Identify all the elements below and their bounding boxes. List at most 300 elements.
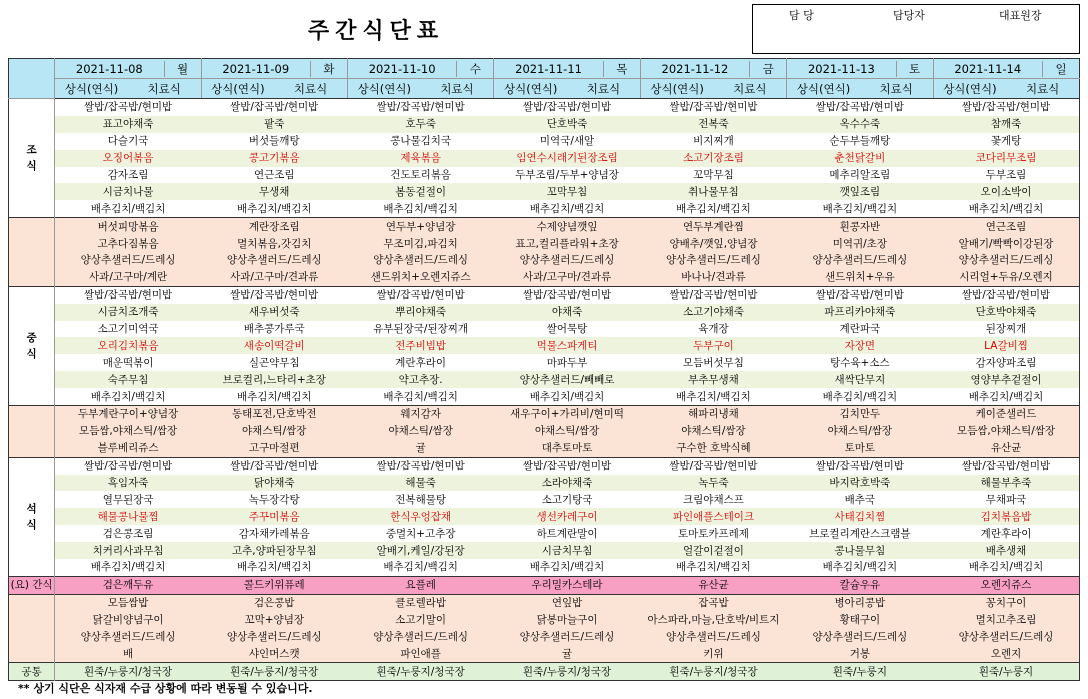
menu-item: 봄동겉절이 — [347, 183, 493, 200]
menu-item: 해물부추죽 — [933, 475, 1079, 492]
menu-item: 쌀밥/잡곡밥/현미밥 — [640, 286, 786, 303]
menu-item: 배 — [55, 646, 201, 663]
menu-item: 열무된장국 — [102, 493, 154, 506]
menu-item: 쌀밥/잡곡밥/현미밥 — [640, 457, 786, 474]
menu-item: 감자조림 — [107, 169, 149, 181]
menu-item: 흑임자죽 — [55, 475, 201, 492]
menu-item: 자장면 — [787, 337, 933, 354]
menu-item: 배추김치/백김치 — [676, 202, 751, 215]
lunch-row — [9, 354, 1080, 371]
menu-item: 야채스틱/쌈장 — [347, 423, 493, 440]
menu-item: 미역귀/초장 — [787, 235, 933, 252]
menu-item: 잡곡밥 — [640, 594, 786, 611]
menu-item: 오렌지 — [933, 646, 1079, 663]
lunch-row — [9, 337, 1080, 354]
menu-item: 야채스틱/쌈장 — [494, 423, 640, 440]
menu-item: 새싹단무지 — [787, 371, 933, 388]
date-label: 2021-11-11 — [515, 61, 582, 76]
menu-item: 배추김치/백김치 — [383, 561, 458, 574]
breakfast-row — [9, 167, 1080, 184]
approval-col-3: 대표원장 — [999, 9, 1042, 22]
dinner-label — [9, 457, 55, 576]
menu-item: 쌀밥/잡곡밥/현미밥 — [787, 457, 933, 474]
menu-item: 무채파국 — [985, 493, 1027, 506]
diet-type-regular: 상식(연식) — [650, 81, 704, 96]
dinner-row — [9, 525, 1080, 542]
menu-item: 두부조림 — [985, 169, 1027, 181]
menu-item: 전복죽 — [640, 116, 786, 133]
approval-col-2: 담당자 — [893, 9, 925, 22]
menu-item: 토마토 — [787, 440, 933, 457]
dinner-row — [9, 475, 1080, 492]
menu-item: 샌드위치+우유 — [787, 269, 933, 286]
breakfast-row — [9, 150, 1080, 167]
menu-item: 소고기탕국 — [541, 493, 593, 506]
menu-item: 쌀밥/잡곡밥/현미밥 — [933, 286, 1079, 303]
menu-item: 춘천닭갈비 — [787, 150, 933, 167]
menu-item: 야채스틱/쌈장 — [201, 423, 347, 440]
menu-item: 쌀밥/잡곡밥/현미밥 — [55, 286, 201, 303]
menu-item: 배추김치/백김치 — [968, 561, 1044, 574]
menu-item: 감자채카레볶음 — [238, 527, 310, 540]
menu-item: 옥수수죽 — [787, 116, 933, 133]
diet-type-row — [9, 79, 1080, 99]
menu-item: 모듬쌈밥 — [55, 594, 201, 611]
menu-item: 실곤약무침 — [248, 356, 300, 369]
menu-item: 고추,양파된장무침 — [201, 542, 347, 559]
menu-item: 오리김치볶음 — [55, 337, 201, 354]
menu-item: 꽁치구이 — [933, 594, 1079, 611]
menu-item: 비지찌개 — [693, 135, 734, 148]
menu-item: 배추김치/백김치 — [822, 561, 898, 574]
menu-item: 토마토카프레제 — [677, 527, 749, 540]
menu-item: 양상추샐러드/드레싱 — [201, 252, 347, 269]
menu-item: 키위 — [640, 646, 786, 663]
menu-item: 약고추장. — [347, 371, 493, 388]
menu-item: 케이준샐러드 — [933, 406, 1079, 423]
menu-item: 생선카레구이 — [494, 508, 640, 525]
menu-item: 두부계란구이+양념장 — [55, 406, 201, 423]
menu-item: 소고기장조림 — [640, 150, 786, 167]
menu-item: 김치볶음밥 — [933, 508, 1079, 525]
menu-item: 양상추샐러드/드레싱 — [933, 252, 1079, 269]
menu-item: 배추김치/백김치 — [236, 390, 312, 403]
menu-item: 흰콩자반 — [787, 218, 933, 235]
menu-item: 배추김치/백김치 — [676, 561, 751, 574]
menu-item: 쌀밥/잡곡밥/현미밥 — [494, 457, 640, 474]
menu-item: 모듬쌈,야채스틱/쌈장 — [55, 423, 201, 440]
menu-item: 팥죽 — [201, 116, 347, 133]
late-snack-row — [9, 612, 1080, 629]
menu-item: 새우버섯죽 — [201, 304, 347, 321]
menu-item: 양상추샐러드/드레싱 — [787, 252, 933, 269]
menu-item: 코다리무조림 — [933, 150, 1079, 167]
menu-item: 연근조림 — [253, 169, 295, 181]
afternoon-snack-row — [9, 423, 1080, 440]
menu-item: 브로컬리계란스크램블 — [809, 527, 911, 540]
menu-item: 소라야채죽 — [494, 475, 640, 492]
diet-type-therapeutic: 치료식 — [293, 81, 328, 96]
menu-item: 유부된장국/된장찌개 — [373, 323, 469, 336]
menu-item: 거봉 — [787, 646, 933, 663]
menu-item: 쌀밥/잡곡밥/현미밥 — [787, 99, 933, 116]
menu-item: 해물콩나물찜 — [55, 508, 201, 525]
menu-item: 치커리사과무침 — [55, 542, 201, 559]
menu-item: 시리얼+두유/오렌지 — [933, 269, 1079, 286]
weekday-label: 토 — [896, 61, 933, 77]
menu-item: 배추김치/백김치 — [90, 202, 166, 215]
menu-item: 얼갈이겉절이 — [640, 542, 786, 559]
breakfast-row — [9, 116, 1080, 133]
dinner-row — [9, 542, 1080, 559]
menu-item: 배추콩가루국 — [243, 323, 305, 336]
morning-snack-row — [9, 218, 1080, 235]
menu-item: 먹물스파게티 — [494, 337, 640, 354]
menu-item: 동태포전,단호박전 — [201, 406, 347, 423]
menu-item: 표고야채죽 — [55, 116, 201, 133]
diet-type-cell — [201, 79, 347, 99]
weekday-label: 금 — [749, 61, 786, 77]
menu-item: 배추김치/백김치 — [90, 390, 166, 403]
menu-item: 오징어볶음 — [55, 150, 201, 167]
menu-item: 쌀밥/잡곡밥/현미밥 — [347, 99, 493, 116]
menu-item: 양배추/깻잎,양념장 — [640, 235, 786, 252]
menu-item: 유산균 — [640, 576, 786, 594]
day-header — [494, 59, 640, 79]
diet-type-therapeutic: 치료식 — [879, 81, 913, 96]
menu-item: 단호박야채죽 — [933, 304, 1079, 321]
menu-item: 귤 — [494, 646, 640, 663]
diet-type-therapeutic: 치료식 — [586, 81, 621, 96]
menu-item: 탕수육+소스 — [830, 356, 890, 369]
day-header — [201, 59, 347, 79]
morning-snack-row — [9, 235, 1080, 252]
breakfast-label — [9, 99, 55, 218]
morning-snack-row — [9, 269, 1080, 286]
diet-type-regular: 상식(연식) — [796, 81, 851, 96]
menu-item: 배추생채 — [933, 542, 1079, 559]
menu-item: 칼슘우유 — [787, 576, 933, 594]
menu-item: 두부조림/두부+양념장 — [515, 169, 619, 181]
afternoon-snack-row — [9, 406, 1080, 423]
breakfast-row — [9, 200, 1080, 217]
weekday-label: 화 — [310, 61, 347, 77]
common-label: 공통 — [9, 663, 55, 681]
menu-item: 양상추샐러드/드레싱 — [494, 252, 640, 269]
menu-item: 흰죽/누룽지/청국장 — [201, 663, 347, 681]
menu-item: 배추김치/백김치 — [383, 202, 458, 215]
late-snack-row — [9, 629, 1080, 646]
menu-item: 쌀어묵탕 — [546, 323, 588, 336]
menu-item: 한식우엉잡채 — [347, 508, 493, 525]
menu-item: 구수한 호박식혜 — [640, 440, 786, 457]
menu-item: 꼬막무침 — [494, 183, 640, 200]
menu-item: 계란장조림 — [201, 218, 347, 235]
menu-item: 연두부+양념장 — [347, 218, 493, 235]
diet-type-cell — [933, 79, 1079, 99]
menu-item: 쌀밥/잡곡밥/현미밥 — [201, 457, 347, 474]
menu-item: 쌀밥/잡곡밥/현미밥 — [494, 286, 640, 303]
diet-type-regular: 상식(연식) — [943, 81, 997, 96]
menu-item: 쌀밥/잡곡밥/현미밥 — [494, 99, 640, 116]
approval-box — [752, 4, 1080, 54]
menu-item: 연두부계란찜 — [640, 218, 786, 235]
menu-item: 중멸치+고추장 — [385, 527, 456, 540]
menu-item: 미역국/새알 — [539, 135, 595, 148]
menu-item: 배추김치/백김치 — [529, 561, 605, 574]
menu-item: 사과/고구마/견과류 — [494, 269, 640, 286]
menu-item: 소고기야채죽 — [640, 304, 786, 321]
date-label: 2021-11-13 — [807, 61, 875, 76]
menu-item: 블루베리쥬스 — [55, 440, 201, 457]
menu-item: 배추김치/백김치 — [822, 390, 898, 403]
date-label: 2021-11-08 — [75, 61, 143, 76]
menu-item: 양상추샐러드/드레싱 — [787, 629, 933, 646]
night-snack-row — [9, 576, 1080, 594]
menu-item: 배추김치/백김치 — [676, 390, 751, 403]
menu-item: 배추김치/백김치 — [383, 390, 458, 403]
menu-item: 배추국 — [844, 493, 876, 506]
diet-type-cell — [787, 79, 933, 99]
menu-item: 야채스틱/쌈장 — [640, 423, 786, 440]
menu-item: 모듬쌈,야채스틱/쌈장 — [933, 423, 1079, 440]
date-label: 2021-11-10 — [368, 61, 436, 76]
dinner-row — [9, 559, 1080, 576]
menu-item: 귤 — [347, 440, 493, 457]
menu-item: 고추다짐볶음 — [55, 235, 201, 252]
menu-item: 쌀밥/잡곡밥/현미밥 — [201, 286, 347, 303]
diet-type-cell — [494, 79, 640, 99]
lunch-row — [9, 371, 1080, 388]
menu-item: 마파두부 — [546, 356, 588, 369]
date-label: 2021-11-12 — [661, 61, 729, 76]
weekday-label: 수 — [456, 61, 493, 77]
menu-item: 우리밀카스테라 — [494, 576, 640, 594]
menu-item: 수제양념깻잎 — [494, 218, 640, 235]
diet-type-therapeutic: 치료식 — [733, 81, 767, 96]
day-header — [933, 59, 1079, 79]
menu-item: 전복해물탕 — [395, 493, 446, 506]
menu-item: 배추김치/백김치 — [90, 561, 166, 574]
menu-item: 김치만두 — [787, 406, 933, 423]
menu-item: 흰죽/누룽지 — [787, 663, 933, 681]
menu-item: 육개장 — [698, 323, 729, 336]
morning-snack-label — [9, 218, 55, 287]
menu-item: 사태김치찜 — [787, 508, 933, 525]
menu-item: 양상추샐러드/드레싱 — [494, 629, 640, 646]
late-snack-label — [9, 594, 55, 663]
menu-item: 양상추샐러드/드레싱 — [347, 629, 493, 646]
menu-item: 취나물무침 — [640, 183, 786, 200]
menu-item: 해파리냉채 — [640, 406, 786, 423]
diet-type-regular: 상식(연식) — [64, 81, 119, 96]
menu-item: 영양부추겉절이 — [933, 371, 1079, 388]
weekday-label: 목 — [603, 61, 640, 77]
menu-item: 흰죽/누룽지/청국장 — [494, 663, 640, 681]
menu-item: 참깨죽 — [933, 116, 1079, 133]
menu-item: 배추김치/백김치 — [529, 390, 605, 403]
menu-item: 쌀밥/잡곡밥/현미밥 — [787, 286, 933, 303]
menu-item: 연근조림 — [933, 218, 1079, 235]
menu-item: 멸치볶음,갓김치 — [201, 235, 347, 252]
menu-item: 콩나물무침 — [787, 542, 933, 559]
menu-item: 병아리콩밥 — [787, 594, 933, 611]
day-header — [55, 59, 201, 79]
menu-item: 꼬막무침 — [693, 169, 734, 181]
menu-item: 검은깨두유 — [55, 576, 201, 594]
menu-item: 제육볶음 — [347, 150, 493, 167]
lunch-row — [9, 304, 1080, 321]
diet-type-regular: 상식(연식) — [211, 81, 265, 96]
menu-item: 쌀밥/잡곡밥/현미밥 — [55, 99, 201, 116]
menu-item: 쌀밥/잡곡밥/현미밥 — [347, 286, 493, 303]
menu-item: 클로렐라밥 — [347, 594, 493, 611]
weekday-label: 월 — [164, 61, 201, 77]
menu-item: 배추김치/백김치 — [236, 202, 312, 215]
menu-item: 아스파라,마늘,단호박/비트지 — [640, 612, 786, 629]
footnote: ** 상기 식단은 식자재 수급 상황에 따라 변동될 수 있습니다. — [18, 682, 313, 695]
menu-item: 단호박죽 — [494, 116, 640, 133]
menu-item: 야채죽 — [494, 304, 640, 321]
page-title: 주간식단표 — [307, 17, 445, 44]
menu-item: 알배기,케일/강된장 — [347, 542, 493, 559]
lunch-label-text: 중 식 — [26, 331, 37, 360]
menu-item: LA갈비찜 — [933, 337, 1079, 354]
menu-item: 배추김치/백김치 — [968, 202, 1044, 215]
menu-item: 흰죽/누룽지/청국장 — [640, 663, 786, 681]
menu-item: 쌀밥/잡곡밥/현미밥 — [640, 99, 786, 116]
menu-item: 흰죽/누룽지 — [933, 663, 1079, 681]
menu-item: 양상추샐러드/드레싱 — [201, 629, 347, 646]
menu-item: 흰죽/누룽지/청국장 — [347, 663, 493, 681]
menu-item: 요플레 — [347, 576, 493, 594]
menu-item: 닭갈비양념구이 — [55, 612, 201, 629]
menu-item: 소고기말이 — [347, 612, 493, 629]
menu-item: 쌀밥/잡곡밥/현미밥 — [55, 457, 201, 474]
menu-item: 무생채 — [201, 183, 347, 200]
dinner-label-text: 석 식 — [26, 502, 37, 531]
diet-type-regular: 상식(연식) — [357, 81, 411, 96]
diet-type-cell — [347, 79, 493, 99]
menu-item: 샌드위치+오렌지쥬스 — [347, 269, 493, 286]
breakfast-row — [9, 133, 1080, 150]
menu-item: 양상추샐러드/드레싱 — [347, 252, 493, 269]
menu-item: 배추김치/백김치 — [822, 202, 898, 215]
menu-item: 양상추샐러드/드레싱 — [933, 629, 1079, 646]
menu-item: 쌀밥/잡곡밥/현미밥 — [933, 457, 1079, 474]
common-row — [9, 663, 1080, 681]
menu-item: 계란파국 — [839, 323, 881, 336]
menu-item: 오렌지쥬스 — [933, 576, 1079, 594]
menu-item: 파인애플스테이크 — [640, 508, 786, 525]
menu-item: 감자양파조림 — [975, 356, 1037, 369]
menu-item: 소고기미역국 — [97, 323, 159, 336]
afternoon-snack-row — [9, 440, 1080, 457]
menu-item: 하트계란말이 — [536, 527, 598, 540]
menu-item: 샤인머스캣 — [201, 646, 347, 663]
date-header-row — [9, 59, 1080, 79]
menu-item: 배추김치/백김치 — [236, 561, 312, 574]
menu-item: 모듬버섯무침 — [683, 356, 744, 369]
day-header — [787, 59, 933, 79]
diet-type-cell — [55, 79, 201, 99]
menu-item: 오이소박이 — [933, 183, 1079, 200]
day-header — [347, 59, 493, 79]
menu-item: 바나나/견과류 — [640, 269, 786, 286]
menu-item: 시금치나물 — [55, 183, 201, 200]
menu-item: 시금치조개죽 — [55, 304, 201, 321]
late-snack-row — [9, 646, 1080, 663]
menu-item: 닭봉마늘구이 — [494, 612, 640, 629]
menu-item: 다슬기국 — [107, 135, 149, 148]
menu-item: 계란후라이 — [980, 527, 1032, 540]
menu-item: 유산균 — [933, 440, 1079, 457]
menu-item: 콜드키위퓨레 — [201, 576, 347, 594]
menu-item: 배추김치/백김치 — [529, 202, 605, 215]
menu-item: 메추리알조림 — [829, 169, 891, 181]
weekly-menu-table — [8, 58, 1080, 681]
menu-item: 호두죽 — [347, 116, 493, 133]
late-snack-row — [9, 594, 1080, 611]
menu-item: 부추무생채 — [640, 371, 786, 388]
menu-item: 사과/고구마/견과류 — [201, 269, 347, 286]
menu-item: 쌀밥/잡곡밥/현미밥 — [933, 99, 1079, 116]
menu-item: 닭야채죽 — [201, 475, 347, 492]
diet-type-therapeutic: 치료식 — [147, 81, 181, 96]
menu-item: 웨지감자 — [347, 406, 493, 423]
menu-item: 검은콩밥 — [201, 594, 347, 611]
menu-item: 두부구이 — [640, 337, 786, 354]
dinner-row — [9, 457, 1080, 474]
menu-item: 새송이떡갈비 — [201, 337, 347, 354]
lunch-row — [9, 286, 1080, 303]
menu-item: 버섯들깨탕 — [248, 135, 300, 148]
lunch-label — [9, 286, 55, 405]
diet-type-cell — [640, 79, 786, 99]
date-label: 2021-11-09 — [222, 61, 290, 76]
menu-item: 파인애플 — [347, 646, 493, 663]
menu-item: 매운떡볶이 — [102, 356, 154, 369]
menu-item: 건도토리볶음 — [390, 169, 452, 181]
menu-item: 콩나물김치국 — [390, 135, 452, 148]
lunch-row — [9, 388, 1080, 405]
dinner-row — [9, 491, 1080, 508]
dinner-row — [9, 508, 1080, 525]
menu-item: 연잎밥 — [494, 594, 640, 611]
menu-item: 양상추샐러드/드레싱 — [640, 629, 786, 646]
menu-item: 녹두죽 — [640, 475, 786, 492]
night-snack-label: (요) 간식 — [9, 576, 55, 594]
menu-item: 꽃게탕 — [990, 135, 1022, 148]
diet-type-regular: 상식(연식) — [503, 81, 558, 96]
menu-item: 새우구이+가리비/현미떡 — [494, 406, 640, 423]
menu-item: 버섯피망볶음 — [55, 218, 201, 235]
menu-item: 황태구이 — [787, 612, 933, 629]
menu-item: 쌀밥/잡곡밥/현미밥 — [347, 457, 493, 474]
menu-item: 계란후라이 — [395, 356, 446, 369]
diet-type-therapeutic: 치료식 — [1025, 81, 1060, 96]
diet-type-therapeutic: 치료식 — [440, 81, 474, 96]
afternoon-snack-label — [9, 406, 55, 458]
menu-item: 콩고기볶음 — [201, 150, 347, 167]
menu-item: 양상추샐러드/드레싱 — [55, 629, 201, 646]
menu-item: 순두부들깨탕 — [829, 135, 891, 148]
menu-item: 꼬막+양념장 — [201, 612, 347, 629]
menu-item: 표고,컬리플라워+초장 — [494, 235, 640, 252]
menu-item: 배추김치/백김치 — [968, 390, 1044, 403]
menu-item: 파프리카야채죽 — [787, 304, 933, 321]
menu-item: 숙주무침 — [55, 371, 201, 388]
